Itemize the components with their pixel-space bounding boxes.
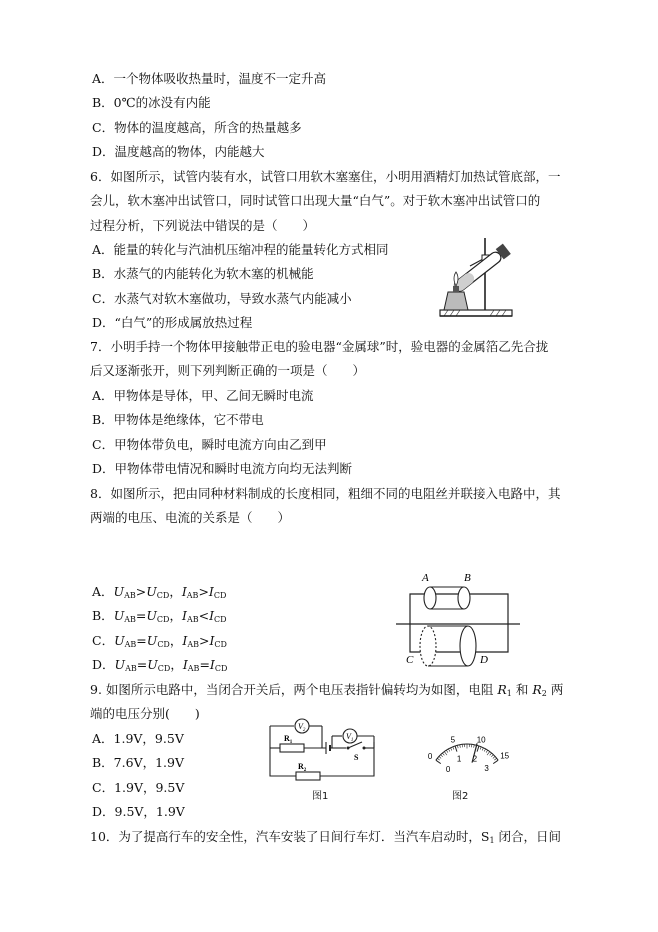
q5-option-d: D．温度越高的物体，内能越大 xyxy=(92,144,265,159)
dial-zero-bottom: 0 xyxy=(445,764,451,772)
q8-stem-line1: 8．如图所示，把由同种材料制成的长度相同，粗细不同的电阻丝并联接入电路中，其 xyxy=(90,486,561,501)
q9-option-a: A．1.9V，9.5V xyxy=(92,731,184,746)
q9-stem-line2: 端的电压分别( ) xyxy=(90,706,200,721)
q5-option-b: B．0℃的冰没有内能 xyxy=(92,95,211,110)
svg-text:S: S xyxy=(354,753,359,762)
q7-stem-line1: 7．小明手持一个物体甲接触带正电的验电器“金属球”时，验电器的金属箔乙先合拢 xyxy=(90,339,549,354)
dial-tick xyxy=(490,753,492,755)
dial-tick xyxy=(480,747,481,750)
dial-tick xyxy=(446,750,448,753)
dial-inner-label-2: 2 xyxy=(472,754,478,764)
svg-text:R1: $R_1$ xyxy=(284,734,293,745)
q8-stem-line2: 两端的电压、电流的关系是（ ） xyxy=(90,510,291,525)
q6-option-b: B．水蒸气的内能转化为软木塞的机械能 xyxy=(92,266,314,281)
dial-tick xyxy=(486,750,488,753)
label-d: D xyxy=(480,654,488,666)
q5-option-c: C．物体的温度越高，所含的热量越多 xyxy=(92,120,302,135)
dial-zero-top: 0 xyxy=(427,752,433,762)
svg-text:R2: $R_2$ xyxy=(298,762,307,773)
dial-tick xyxy=(493,756,495,758)
fig2-caption: 图2 xyxy=(452,791,469,802)
q8-option-a: A．$U_{AB}>U_{CD}$，$I_{AB}>I_{CD}$ xyxy=(92,584,227,600)
svg-text:V1: $V_1$ xyxy=(346,732,354,743)
resistor-r1 xyxy=(280,744,304,752)
q9-option-c: C．1.9V，9.5V xyxy=(92,780,185,795)
q8-option-b: B．$U_{AB}=U_{CD}$，$I_{AB}<I_{CD}$ xyxy=(92,608,227,624)
dial-tick xyxy=(487,752,490,756)
dial-inner-label-1: 1 xyxy=(456,754,462,764)
q9-option-b: B．7.6V，1.9V xyxy=(92,755,184,770)
resistor-r2 xyxy=(296,772,320,780)
dial-tick xyxy=(455,746,457,752)
q6-option-c: C．水蒸气对软木塞做功，导致水蒸气内能减小 xyxy=(92,291,352,306)
dial-tick xyxy=(453,747,454,750)
dial-tick xyxy=(484,749,485,752)
q7-stem-line2: 后又逐渐张开，则下列判断正确的一项是（ ） xyxy=(90,363,366,378)
q9-option-d: D．9.5V，1.9V xyxy=(92,804,185,819)
q7-option-a: A．甲物体是导体，甲、乙间无瞬时电流 xyxy=(92,388,314,403)
dial-tick xyxy=(460,745,461,748)
dial-tick xyxy=(448,749,449,752)
dial-tick xyxy=(482,748,483,751)
dial-tick xyxy=(477,746,479,752)
dial-tick xyxy=(494,758,496,760)
dial-tick xyxy=(474,745,475,748)
q6-option-d: D．“白气”的形成属放热过程 xyxy=(92,315,253,330)
circuit-diagram-fig1 xyxy=(266,718,378,782)
svg-text:V2: $V_2$ xyxy=(298,722,306,733)
q8-option-d: D．$U_{AB}=U_{CD}$，$I_{AB}=I_{CD}$ xyxy=(92,657,228,673)
q6-stem-line1: 6．如图所示，试管内装有水，试管口用软木塞塞住，小明用酒精灯加热试管底部，一 xyxy=(90,169,561,184)
dial-inner-label-3: 3 xyxy=(484,764,489,772)
dial-outer-label-10: 10 xyxy=(476,735,486,745)
dial-outer-label-15: 15 xyxy=(500,751,510,761)
label-a: A xyxy=(422,572,429,584)
resistance-wires-figure xyxy=(396,572,520,670)
voltmeter-dial-fig2 xyxy=(412,720,522,772)
q6-stem-line2: 会儿，软木塞冲出试管口，同时试管口出现大量“白气”。对于软木塞冲出试管口的 xyxy=(90,193,541,208)
dial-tick xyxy=(441,755,443,757)
test-tube-apparatus-figure xyxy=(430,228,520,320)
dial-tick xyxy=(444,752,447,756)
dial-outer-label-5: 5 xyxy=(450,735,456,745)
label-b: B xyxy=(464,572,471,584)
q5-option-a: A．一个物体吸收热量时，温度不一定升高 xyxy=(92,71,327,86)
dial-tick xyxy=(437,758,439,760)
q10-stem-line1: 10．为了提高行车的安全性，汽车安装了日间行车灯．当汽车启动时，$S_1$ 闭合，日间 xyxy=(90,829,562,845)
dial-tick xyxy=(493,760,498,763)
q6-option-a: A．能量的转化与汽油机压缩冲程的能量转化方式相同 xyxy=(92,242,389,257)
dial-tick xyxy=(491,755,493,757)
dial-tick xyxy=(442,753,444,755)
dial-tick xyxy=(451,748,452,751)
q8-option-c: C．$U_{AB}=U_{CD}$，$I_{AB}>I_{CD}$ xyxy=(92,633,227,649)
q9-stem-line1: 9. 如图所示电路中，当闭合开关后，两个电压表指针偏转均为如图，电阻 $R_1$ 和 $R_2$ 两 xyxy=(90,682,564,698)
label-c: C xyxy=(406,654,414,666)
q7-option-c: C．甲物体带负电，瞬时电流方向由乙到甲 xyxy=(92,437,327,452)
dial-tick xyxy=(439,756,441,758)
dial-tick xyxy=(436,760,441,763)
q7-option-d: D．甲物体带电情况和瞬时电流方向均无法判断 xyxy=(92,461,353,476)
q7-option-b: B．甲物体是绝缘体，它不带电 xyxy=(92,412,264,427)
q6-stem-line3: 过程分析，下列说法中错误的是（ ） xyxy=(90,218,316,233)
dial-tick xyxy=(457,745,458,748)
fig1-caption: 图1 xyxy=(312,791,329,802)
